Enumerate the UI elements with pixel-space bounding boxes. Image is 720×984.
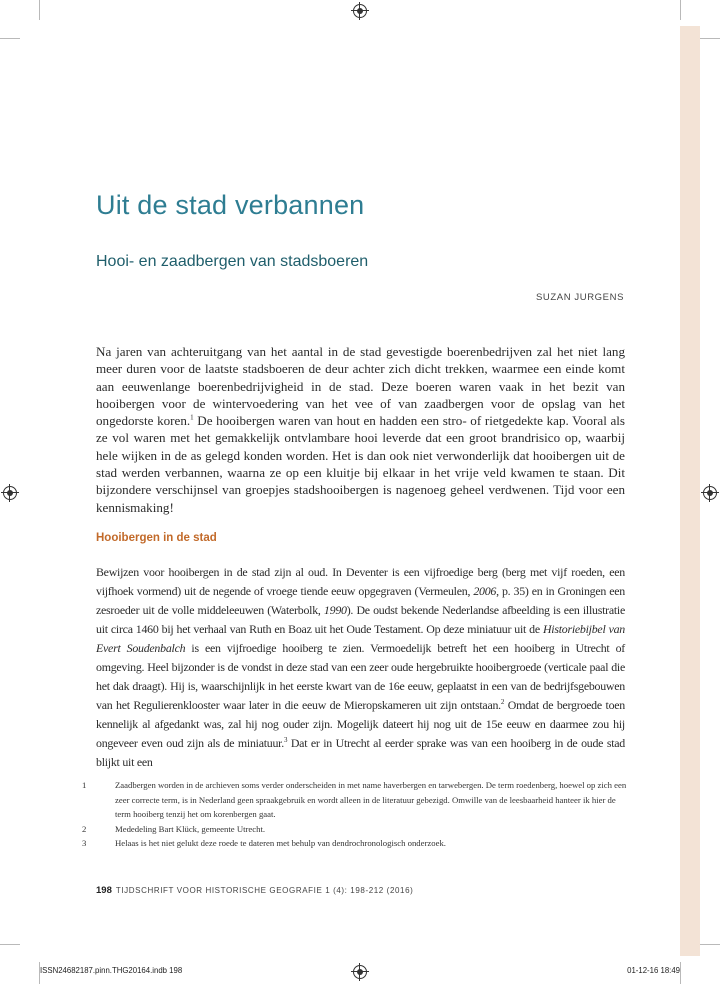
registration-mark-icon bbox=[3, 486, 17, 500]
article-title: Uit de stad verbannen bbox=[96, 190, 365, 220]
margin-color-band bbox=[680, 26, 700, 956]
crop-mark bbox=[0, 38, 20, 39]
crop-mark bbox=[0, 944, 20, 945]
intro-paragraph bbox=[96, 343, 625, 516]
intro-text: Na jaren van achteruitgang van het aantal in de stad gevestigde boerenbedrijven zal het niet lang meer duren voor de laatste stadsboeren de deur achter zich dicht trekken, waarmee een einde komt aan eeuwenlange boerenbedrijvigheid in de stad. Deze boeren waren vaak in het bezit van hooibergen voor de wintervoedering van het vee of van zaadbergen voor de opslag van het ongedorste koren. bbox=[96, 344, 625, 429]
footnote-text: Mededeling Bart Klück, gemeente Utrecht. bbox=[115, 823, 266, 834]
body-text: ). De oudst bekende Nederlandse afbeelding is een illustratie uit circa 1460 bij het verhaal van Ruth en Boaz uit het Oude Testament. Op deze miniatuur uit de bbox=[96, 603, 626, 636]
crop-mark bbox=[700, 38, 720, 39]
body-text: , p. 35) en in Groningen een zesroeder uit de volle middeleeuwen (Waterbolk, bbox=[96, 584, 625, 617]
footnote-item bbox=[82, 822, 627, 837]
footnote-number: 1 bbox=[82, 780, 87, 790]
footnotes-list bbox=[82, 778, 627, 851]
article-subtitle: Hooi- en zaadbergen van stadsboeren bbox=[96, 253, 369, 270]
crop-mark bbox=[680, 962, 681, 984]
intro-text: De hooibergen waren van hout en hadden een stro- of rietgedekte kap. Vooral als ze vol waren met het gemakkelijk ontvlambare hooi leverde dat een groot brandrisico op, waarbij hele wijken in de as gelegd konden worden. Het is dan ook niet verwonderlijk dat hooibergen uit de stad werden verbannen, waarna ze op een kluitje bij elkaar in het vrije veld kwamen te staan. Dit bijzondere verschijnsel van groepjes stadshooibergen is nagenoeg geheel verdwenen. Tijd voor een kennismaking! bbox=[96, 413, 626, 515]
page-number: 198 bbox=[96, 885, 112, 896]
print-slug-file: ISSN24682187.pinn.THG20164.indb 198 bbox=[40, 966, 183, 975]
body-text: Bewijzen voor hooibergen in de stad zijn al oud. In Deventer is een vijfroedige berg (berg met vijf roeden, een vijfhoek vormend) uit de negende of vroege tiende eeuw opgegraven (Vermeulen, bbox=[96, 565, 625, 598]
page-footer bbox=[96, 885, 413, 896]
crop-mark bbox=[700, 944, 720, 945]
registration-mark-icon bbox=[703, 486, 717, 500]
body-text: Omdat de bergroede toen kennelijk al afgedankt was, zal hij nog ouder zijn. Mogelijk dateert hij nog uit de 15e eeuw en daarmee zou hij ongeveer even oud zijn als de miniatuur. bbox=[96, 698, 625, 750]
print-slug-timestamp: 01-12-16 18:49 bbox=[627, 966, 680, 975]
crop-mark bbox=[39, 0, 40, 20]
footnote-ref[interactable]: 3 bbox=[283, 736, 288, 745]
footnote-ref[interactable]: 1 bbox=[190, 413, 194, 422]
footnote-text: Zaadbergen worden in de archieven soms verder onderscheiden in met name haverbergen en tarwebergen. De term roedenberg, hoewel op zich een zeer correcte term, is in Nederland geen spraakgebruik en wordt alleen in de literatuur gebezigd. Omwille van de leesbaarheid hanteer ik hier de term hooiberg tenzij het om korenbergen gaat. bbox=[115, 780, 627, 819]
book-title: Historiebijbel van Evert Soudenbalch bbox=[96, 622, 625, 655]
author-name: SUZAN JURGENS bbox=[535, 292, 624, 303]
footnote-item bbox=[82, 778, 627, 822]
registration-mark-icon bbox=[353, 4, 367, 18]
footnote-ref[interactable]: 2 bbox=[500, 698, 505, 707]
footnote-text: Helaas is het niet gelukt deze roede te dateren met behulp van dendrochronologisch onderzoek. bbox=[115, 838, 446, 848]
footnote-item bbox=[82, 836, 627, 851]
body-text: Dat er in Utrecht al eerder sprake was van een hooiberg in de oude stad blijkt uit een bbox=[96, 736, 625, 769]
registration-mark-icon bbox=[353, 965, 367, 979]
footnote-number: 2 bbox=[82, 823, 87, 834]
crop-mark bbox=[680, 0, 681, 20]
citation-year: 2006 bbox=[473, 584, 497, 598]
journal-citation: TIJDSCHRIFT VOOR HISTORISCHE GEOGRAFIE 1 (4): 198-212 (2016) bbox=[115, 886, 414, 895]
citation-year: 1990 bbox=[323, 603, 347, 617]
section-heading: Hooibergen in de stad bbox=[96, 532, 217, 544]
body-paragraph bbox=[96, 563, 625, 772]
body-text: is een vijfroedige hooiberg te zien. Vermoedelijk betreft het een hooiberg in Utrecht of omgeving. Heel bijzonder is de vondst in deze stad van een zeer oude hergebruikte hooibergroede (verticale paal die het dak draagt). Hij is, waarschijnlijk in het eerste kwart van de 16e eeuw, geplaatst in een van de bedrijfsgebouwen van het Regulierenklooster waar later in die eeuw de Mieropskameren uit zijn ontstaan. bbox=[96, 641, 625, 712]
footnote-number: 3 bbox=[82, 838, 87, 848]
